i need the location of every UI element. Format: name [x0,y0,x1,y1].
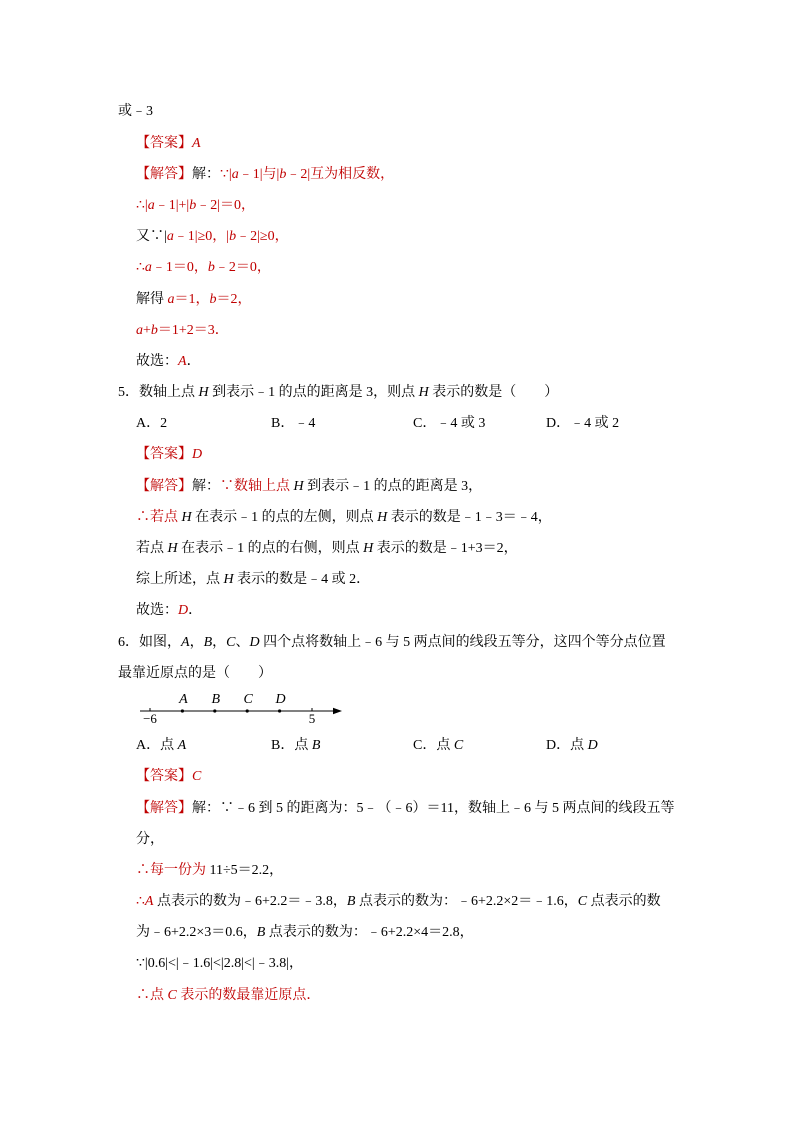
variable-h: H [293,478,304,494]
q4-solution-line [0,159,794,190]
q6-solution-line [0,917,794,948]
variable-point: D [249,634,260,650]
number-line-arrow [333,708,342,714]
q6-stem [0,627,794,658]
number-line-figure [136,689,356,730]
solution-text: 综上所述，点 [136,572,224,588]
q4-solution-line [0,284,794,315]
q4-option-tail [0,96,794,127]
answer-choice: A [192,135,201,151]
page-content [0,96,794,1010]
solution-text: + [143,322,151,338]
question-text: 6．如图， [118,634,181,650]
variable-point: C [577,894,588,910]
point-B-marker [213,709,216,712]
option-text: 或﹣3 [118,104,153,120]
variable-a: a [147,197,155,213]
solution-text: ∴ [136,894,145,910]
variable-point: C [226,634,236,650]
point-A-label: A [179,691,188,707]
variable-b: b [209,291,217,307]
variable-point: A [177,738,187,754]
answer-choice: A [178,353,187,369]
variable-point: A [144,894,154,910]
q4-solution-line [0,221,794,252]
variable-point: B [311,738,321,754]
q4-solution-line [0,252,794,283]
variable-b: b [207,260,215,276]
q6-answer [0,761,794,792]
question-text: 5．数轴上点 [118,385,199,401]
q5-stem [0,377,794,408]
variable-h: H [167,541,178,557]
q5-solution-line [0,471,794,502]
solution-text: ∴点 [136,987,168,1003]
solution-text: ＝1+2＝3． [157,322,229,338]
variable-a: a [167,291,175,307]
q6-stem-continued [0,658,794,689]
solution-text: ∴每一份为 [136,862,210,878]
q6-option-c [413,730,463,761]
solution-text: ∴ [136,260,145,276]
q6-option-b [271,730,320,761]
solution-text: 表示的数是﹣4 或 2． [233,572,371,588]
q5-option-c: C．﹣4 或 3 [413,416,486,432]
end-label: 5 [308,710,316,726]
answer-tag: 【答案】 [136,135,192,151]
solution-text: 若点 [136,541,168,557]
solution-text: ． [188,603,203,619]
solution-text: 分， [136,831,164,847]
q6-options [0,730,794,761]
q4-solution-line [0,315,794,346]
solution-text: 解得 [136,291,168,307]
question-text: 最靠近原点的是（ ） [118,665,272,681]
q6-solution-line [0,793,794,824]
solution-text: 点表示的数为﹣6+2.2＝﹣3.8， [153,894,347,910]
point-C-marker [246,709,249,712]
solution-text: 表示的数是﹣1﹣3＝﹣4， [387,509,552,525]
variable-point: B [256,925,266,941]
solution-text: 表示的数最靠近原点． [176,987,321,1003]
solution-text: 在表示﹣1 的点的左侧，则点 [191,509,378,525]
variable-h: H [181,509,192,525]
q5-option-a: A．2 [136,416,168,432]
point-B-label: B [211,691,221,707]
solution-text: ∴若点 [136,509,182,525]
q4-answer [0,128,794,159]
q6-solution-line [0,855,794,886]
answer-tag: 【答案】 [136,769,192,785]
q5-solution-line [0,533,794,564]
point-D-label: D [275,691,286,707]
solution-text: ∴| [136,197,148,213]
solution-text: 点表示的数为：﹣6+2.2×2＝﹣1.6， [355,894,578,910]
solution-text: 故选： [136,353,178,369]
answer-tag: 【答案】 [136,447,192,463]
variable-a: a [231,166,239,182]
question-text: 表示的数是（ ） [428,385,559,401]
variable-a: a [166,229,174,245]
solution-text: 解： [192,166,220,182]
solution-text: ﹣2|互为相反数， [286,166,395,182]
q5-solution-line [0,564,794,595]
option-text: A．点 [136,738,178,754]
variable-h: H [418,385,429,401]
q6-figure [0,689,794,730]
solution-text: 解： [192,478,220,494]
variable-a: a [136,322,143,338]
solution-text: ＝2， [216,291,252,307]
variable-b: b [229,229,237,245]
q4-solution-line [0,190,794,221]
q5-answer [0,439,794,470]
q6-solution-line [0,824,794,855]
q4-solution-line [0,346,794,377]
q5-options [0,408,794,439]
variable-h: H [223,572,234,588]
q6-option-d [546,730,598,761]
variable-h: H [198,385,209,401]
q6-option-a [136,730,186,761]
q5-option-d: D．﹣4 或 2 [546,416,620,432]
point-A-marker [181,709,184,712]
variable-b: b [150,322,158,338]
solution-text: ﹣2＝0， [214,260,271,276]
q5-solution-line [0,502,794,533]
solution-text: 点表示的数 [587,894,661,910]
point-D-marker [278,709,281,712]
variable-point: A [181,634,190,650]
solution-text: 表示的数是﹣1+3＝2， [373,541,518,557]
solution-text: ﹣1＝0， [151,260,208,276]
question-text: 四个点将数轴上﹣6 与 5 两点间的线段五等分，这四个等分点位置 [259,634,666,650]
solution-tag: 【解答】 [136,478,192,494]
variable-h: H [377,509,388,525]
variable-b: b [279,166,287,182]
solution-text: ∵| [220,166,232,182]
option-text: D．点 [546,738,588,754]
question-text: 、 [235,634,250,650]
solution-text: ﹣1|+| [154,197,190,213]
solution-tag: 【解答】 [136,800,192,816]
solution-text: ∵﹣6 到 5 的距离为：5﹣（﹣6）＝11，数轴上﹣6 与 5 两点间的线段五等 [220,800,675,816]
solution-text: ＝1， [174,291,210,307]
q6-solution-line [0,886,794,917]
variable-point: B [346,894,356,910]
question-text: 到表示﹣1 的点的距离是 3，则点 [208,385,419,401]
question-text: ， [212,634,227,650]
point-C-label: C [243,691,253,707]
solution-text: 点表示的数为：﹣6+2.2×4＝2.8， [265,925,474,941]
solution-text: ﹣1|与| [238,166,280,182]
solution-text: 11÷5＝2.2， [209,862,284,878]
q6-solution-line [0,948,794,979]
answer-choice: C [192,769,202,785]
solution-text: ﹣2|＝0， [196,197,256,213]
solution-text: 又∵| [136,229,167,245]
option-text: C．点 [413,738,454,754]
variable-b: b [189,197,197,213]
question-text: ， [189,634,204,650]
option-text: B．点 [271,738,312,754]
q5-option-b: B．﹣4 [271,416,316,432]
q5-solution-line [0,595,794,626]
solution-text: 为﹣6+2.2×3＝0.6， [136,925,257,941]
solution-text: ∵|0.6|<|﹣1.6|<|2.8|<|﹣3.8|， [136,956,304,972]
variable-point: C [453,738,464,754]
solution-text: ﹣2|≥0， [236,229,289,245]
q6-solution-line [0,980,794,1011]
solution-text: ﹣1|≥0，| [173,229,230,245]
solution-text: ． [186,353,201,369]
variable-a: a [144,260,152,276]
start-label: −6 [143,710,157,726]
solution-text: ∵数轴上点 [220,478,294,494]
answer-choice: D [178,603,189,619]
solution-tag: 【解答】 [136,166,192,182]
variable-h: H [363,541,374,557]
solution-text: 到表示﹣1 的点的距离是 3， [303,478,483,494]
answer-choice: D [192,447,203,463]
variable-point: D [587,738,598,754]
variable-point: C [167,987,177,1003]
solution-text: 在表示﹣1 的点的右侧，则点 [177,541,364,557]
variable-point: B [203,634,213,650]
solution-text: 故选： [136,603,178,619]
solution-text: 解： [192,800,220,816]
